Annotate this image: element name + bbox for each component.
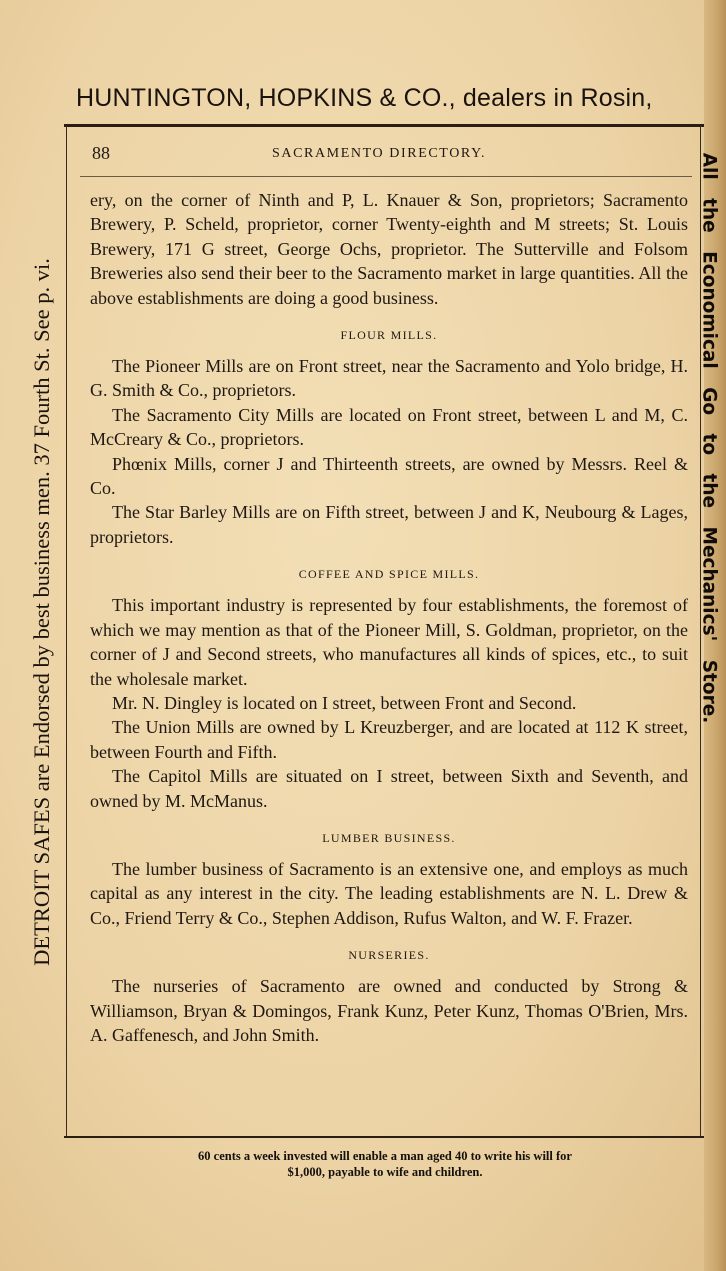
- paragraph: The Pioneer Mills are on Front street, near the Sacramento and Yolo bridge, H. G. Smith & Co., proprietors.: [90, 356, 688, 401]
- right-margin-ad-text: All the Economical Go to the Mechanics' Store.: [698, 152, 720, 724]
- section-heading-lumber-business: LUMBER BUSINESS.: [322, 830, 456, 845]
- header-ad-text: dealers in Rosin,: [455, 84, 653, 112]
- section-heading-coffee-and-spice-mills: COFFEE AND SPICE MILLS.: [298, 567, 480, 582]
- paragraph: The Union Mills are owned by L Kreuzberger, and are located at 112 K street, between Fourth and Fifth.: [90, 717, 688, 762]
- paragraph: Phœnix Mills, corner J and Thirteenth streets, are owned by Messrs. Reel & Co.: [90, 453, 688, 499]
- paragraph: Mr. N. Dingley is located on I street, between Front and Second.: [112, 692, 577, 713]
- section-heading-nurseries: NURSERIES.: [348, 948, 430, 963]
- paragraph: The Capitol Mills are situated on I street, between Sixth and Seventh, and owned by M. McManus.: [90, 766, 688, 811]
- footer-ad-line: 60 cents a week invested will enable a man aged 40 to write his will for: [198, 1149, 572, 1163]
- page-number: 88: [92, 143, 110, 163]
- body-text: [90, 188, 688, 1047]
- footer-advertisement: [76, 1148, 694, 1180]
- header-rule: [80, 176, 692, 177]
- frame-top-rule: [64, 124, 704, 127]
- paragraph: The nurseries of Sacramento are owned and conducted by Strong & Williamson, Bryan & Domingos, Frank Kunz, Peter Kunz, Thomas O'Brien, Mrs. A. Gaffenesch, and John Smith.: [90, 976, 688, 1045]
- paragraph: The Sacramento City Mills are located on Front street, between L and M, C. McCreary & Co., proprietors.: [90, 404, 688, 450]
- intro-paragraph: ery, on the corner of Ninth and P, L. Knauer & Son, proprietors; Sacramento Brewery, P. Scheld, proprietor, corner Twenty-eighth and M streets; St. Louis Brewery, 171 G street, George Ochs, proprietor. The Sutterville and Folsom Breweries also send their beer to the Sacramento market in large quantities. All the above establishments are doing a good business.: [90, 190, 688, 308]
- frame-left-rule: [66, 126, 67, 1138]
- running-title: SACRAMENTO DIRECTORY.: [272, 146, 487, 161]
- footer-ad-line: $1,000, payable to wife and children.: [287, 1165, 483, 1179]
- frame-bottom-rule: [64, 1136, 704, 1138]
- section-heading-flour-mills: FLOUR MILLS.: [340, 328, 438, 343]
- header-ad-firm: HUNTINGTON, HOPKINS & CO.,: [76, 84, 456, 112]
- left-margin-ad-text: DETROIT SAFES are Endorsed by best business men. 37 Fourth St. See p. vi.: [29, 258, 54, 966]
- paragraph: The lumber business of Sacramento is an extensive one, and employs as much capital as any interest in the city. The leading establishments are N. L. Drew & Co., Friend Terry & Co., Stephen Addison, Rufus Walton, and W. F. Frazer.: [90, 858, 688, 928]
- paragraph: This important industry is represented by four establishments, the foremost of which we may mention as that of the Pioneer Mill, S. Goldman, proprietor, on the corner of J and Second streets, who manufactures all kinds of spices, etc., to suit the wholesale market.: [90, 595, 688, 689]
- paragraph: The Star Barley Mills are on Fifth street, between J and K, Neubourg & Lages, proprietors.: [90, 502, 688, 547]
- header-advertisement: [76, 84, 706, 113]
